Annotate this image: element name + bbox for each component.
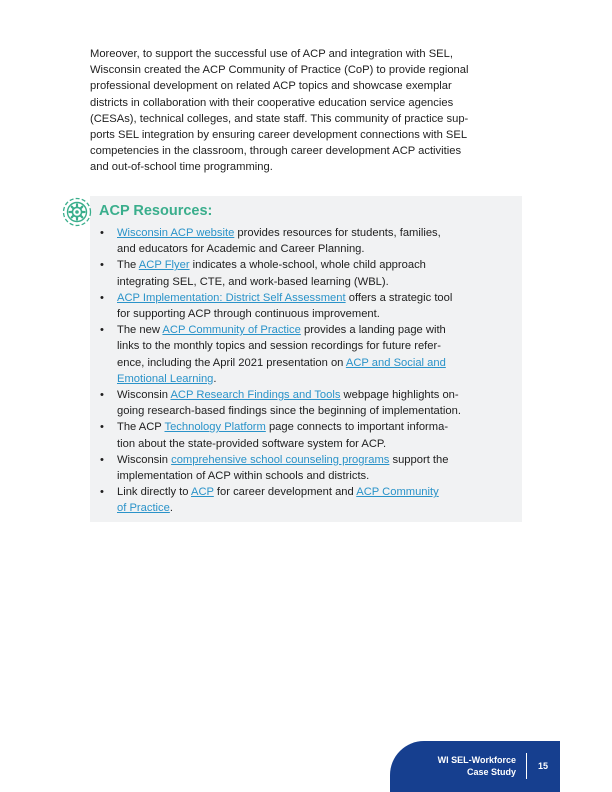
intro-line: ports SEL integration by ensuring career development connections with SEL [90,129,468,142]
list-item [100,290,516,322]
list-item [100,452,516,484]
resource-text: tion about the state-provided software system for ACP. [117,437,387,450]
list-item [100,387,516,419]
list-item [100,225,516,257]
intro-line: Wisconsin created the ACP Community of Practice (CoP) to provide regional [90,64,469,77]
resource-link[interactable]: ACP Flyer [138,259,190,272]
intro-line: and out-of-school time programming. [90,161,273,174]
resource-link[interactable]: ACP and Social and [345,356,446,369]
resource-text: going research-based findings since the beginning of implementation. [117,405,461,418]
bullet-marker: • [100,389,104,402]
footer-title-line1: WI SEL-Workforce [437,755,516,765]
resource-text: . [169,502,173,515]
intro-line: competencies in the classroom, through career development ACP activities [90,145,462,158]
intro-line: (CESAs), technical colleges, and state staff. This community of practice sup- [90,112,469,125]
resource-text: for supporting ACP through continuous improvement. [117,308,380,321]
resource-link[interactable]: of Practice [117,502,170,515]
resource-link[interactable]: Technology Platform [164,421,266,434]
bullet-marker: • [100,324,104,337]
intro-line: Moreover, to support the successful use of ACP and integration with SEL, [90,48,453,60]
footer-tab [390,741,560,792]
resource-text: provides a landing page with [300,324,446,337]
resource-link[interactable]: ACP Implementation: District Self Assessment [117,291,346,304]
resource-text: Wisconsin [117,453,172,466]
list-item [100,322,516,387]
resource-text: ence, including the April 2021 presentation on [117,356,346,369]
resource-link[interactable]: comprehensive school counseling programs [171,453,390,466]
resource-text: support the [389,453,449,466]
list-item [100,257,516,289]
bullet-marker: • [100,227,104,239]
bullet-marker: • [100,421,104,434]
resource-text: integrating SEL, CTE, and work-based learning (WBL). [117,275,389,288]
resource-text: offers a strategic tool [345,291,453,304]
list-item [100,484,516,516]
intro-paragraph [90,46,522,176]
resource-text: indicates a whole-school, whole child approach [189,259,426,272]
intro-line: districts in collaboration with their cooperative education service agencies [90,96,454,109]
resources-heading: ACP Resources: [99,203,213,219]
bullet-marker: • [100,453,104,466]
resource-text: links to the monthly topics and session recordings for future refer- [117,340,441,353]
footer-title-line2: Case Study [466,767,516,777]
resource-text: Wisconsin [117,389,171,402]
footer-divider [526,753,527,779]
resource-text: page connects to important informa- [265,421,449,434]
page-number: 15 [537,761,548,771]
intro-line: professional development on related ACP topics and showcase exemplar [90,80,452,93]
resource-link[interactable]: ACP Research Findings and Tools [170,389,341,402]
list-item [100,419,516,451]
resource-link[interactable]: Wisconsin ACP website [117,227,235,239]
resource-text: and educators for Academic and Career Planning. [117,243,365,256]
resource-text: provides resources for students, families, [234,227,441,239]
gear-icon [62,197,92,227]
resource-link[interactable]: ACP [191,486,214,499]
resource-text: Link directly to [117,486,191,499]
resources-list [100,225,516,517]
resource-text: The new [117,324,163,337]
resource-text: webpage highlights on- [340,389,459,402]
resource-text: . [213,372,217,385]
resource-text: The [117,259,139,272]
bullet-marker: • [100,259,104,272]
resource-link[interactable]: ACP Community [356,486,439,499]
resource-link[interactable]: ACP Community of Practice [162,324,301,337]
resource-text: implementation of ACP within schools and districts. [117,470,370,483]
bullet-marker: • [100,291,104,304]
resource-link[interactable]: Emotional Learning [117,372,214,385]
resource-text: for career development and [213,486,357,499]
resource-text: The ACP [117,421,165,434]
bullet-marker: • [100,486,104,499]
